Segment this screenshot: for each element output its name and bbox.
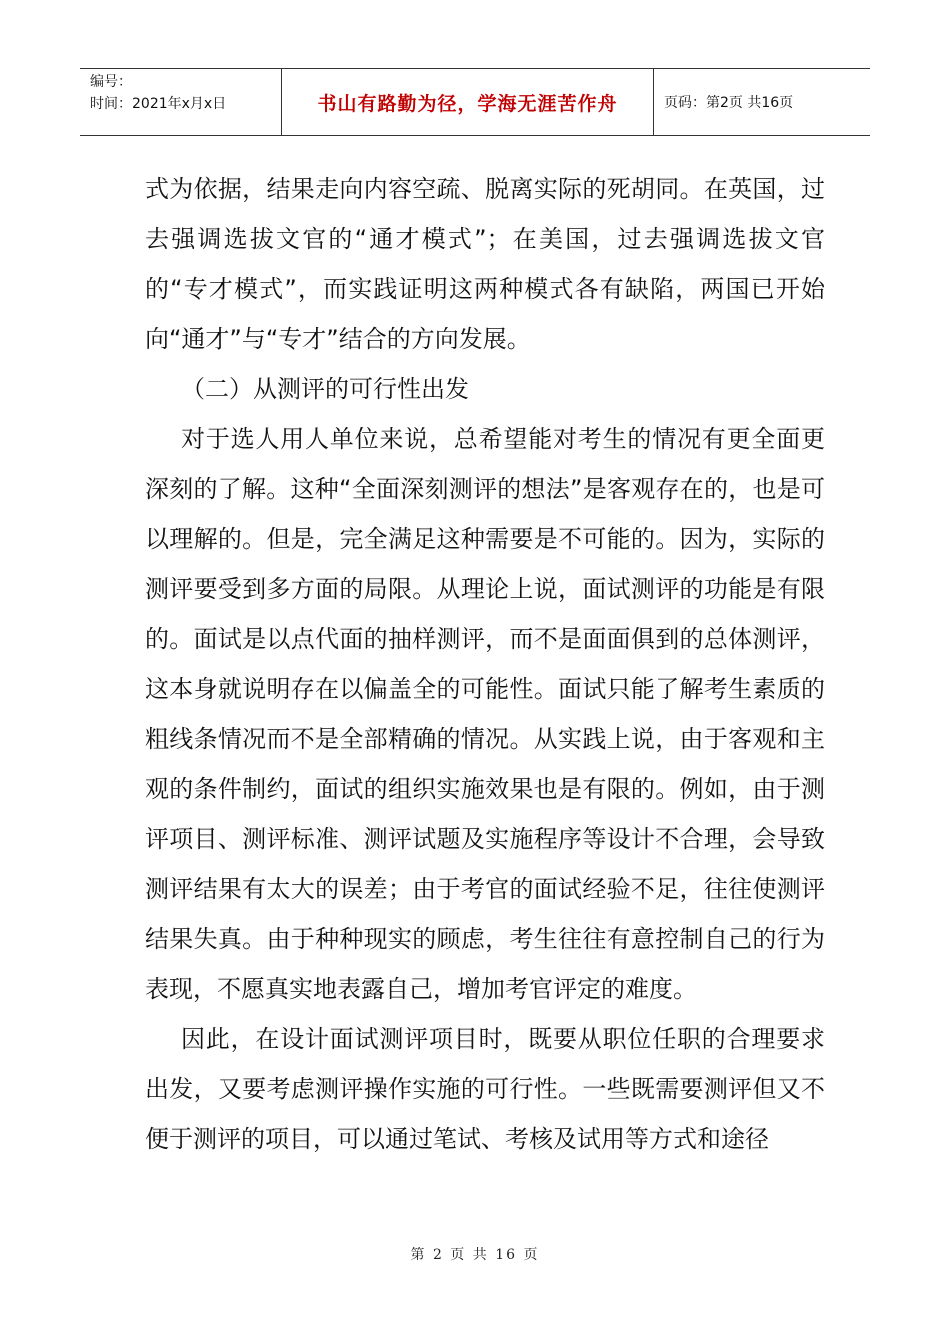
document-body — [145, 164, 825, 1164]
paragraph: 式为依据，结果走向内容空疏、脱离实际的死胡同。在英国，过去强调选拔文官的“通才模式”；在美国，过去强调选拔文官的“专才模式”，而实践证明这两种模式各有缺陷，两国已开始向“通才”与“专才”结合的方向发展。 — [145, 175, 825, 353]
document-time-label: 时间：2021年x月x日 — [90, 96, 227, 112]
paragraph: 对于选人用人单位来说，总希望能对考生的情况有更全面更深刻的了解。这种“全面深刻测评的想法”是客观存在的，也是可以理解的。但是，完全满足这种需要是不可能的。因为，实际的测评要受到多方面的局限。从理论上说，面试测评的功能是有限的。面试是以点代面的抽样测评，而不是面面俱到的总体测评，这本身就说明存在以偏盖全的可能性。面试只能了解考生素质的粗线条情况而不是全部精确的情况。从实践上说，由于客观和主观的条件制约，面试的组织实施效果也是有限的。例如，由于测评项目、测评标准、测评试题及实施程序等设计不合理，会导致测评结果有太大的误差；由于考官的面试经验不足，往往使测评结果失真。由于种种现实的顾虑，考生往往有意控制自己的行为表现，不愿真实地表露自己，增加考官评定的难度。 — [145, 425, 825, 1003]
header-page-info: 页码：第2页 共16页 — [664, 95, 794, 111]
page-footer: 第 2 页 共 16 页 — [410, 1247, 540, 1263]
section-heading: （二）从测评的可行性出发 — [181, 375, 469, 403]
paragraph: 因此，在设计面试测评项目时，既要从职位任职的合理要求出发，又要考虑测评操作实施的可行性。一些既需要测评但又不便于测评的项目，可以通过笔试、考核及试用等方式和途径 — [145, 1025, 825, 1153]
page-header — [80, 68, 870, 136]
document-number-label: 编号： — [90, 74, 132, 90]
header-meta — [80, 69, 282, 135]
header-motto: 书山有路勤为径，学海无涯苦作舟 — [282, 69, 654, 135]
